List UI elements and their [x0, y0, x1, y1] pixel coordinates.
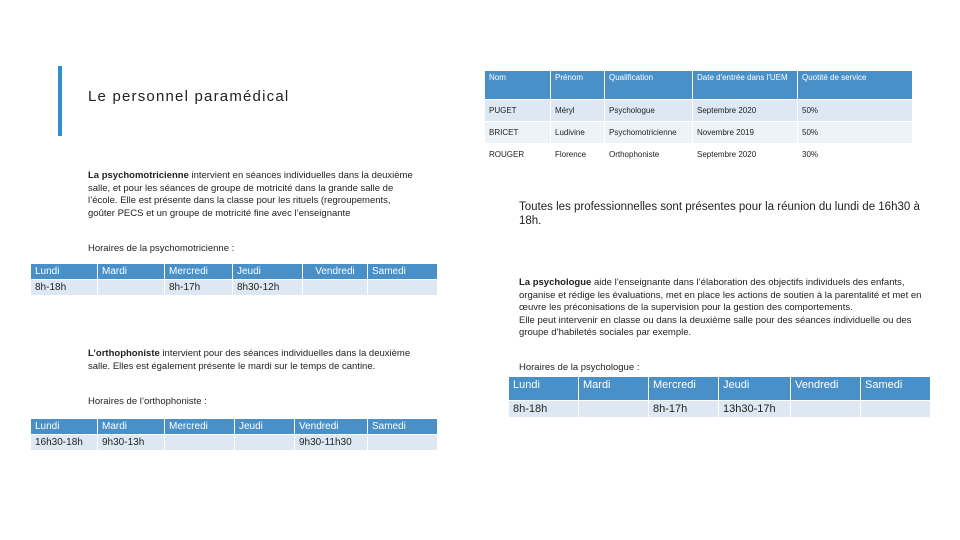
ortho-schedule-table [30, 418, 438, 451]
hours-cell: 8h-18h [31, 280, 98, 296]
table-cell: Ludivine [551, 122, 605, 144]
column-header: Nom [485, 71, 551, 100]
page-title: Le personnel paramédical [88, 88, 290, 105]
table-cell: 30% [798, 144, 913, 166]
table-cell: Méryl [551, 100, 605, 122]
table-cell: Septembre 2020 [693, 144, 798, 166]
orthophoniste-paragraph [88, 348, 423, 373]
orthophoniste-text: intervient pour des séances individuelles dans la deuxième salle. Elles est également présente le mardi sur le temps de cantine. [88, 348, 411, 372]
table-cell: Psychomotricienne [605, 122, 693, 144]
hours-cell: 9h30-11h30 [295, 435, 368, 451]
table-row [485, 122, 913, 144]
day-cell: Mardi [98, 419, 165, 435]
column-header: Qualification [605, 71, 693, 100]
day-cell: Mercredi [165, 264, 233, 280]
table-cell: Orthophoniste [605, 144, 693, 166]
column-header: Quotité de service [798, 71, 913, 100]
day-cell: Vendredi [303, 264, 368, 280]
accent-bar [58, 66, 62, 136]
meeting-note: Toutes les professionnelles sont présentes pour la réunion du lundi de 16h30 à 18h. [519, 201, 920, 227]
column-header: Prénom [551, 71, 605, 100]
day-cell: Samedi [861, 377, 931, 401]
hours-cell [368, 280, 438, 296]
day-cell: Vendredi [791, 377, 861, 401]
table-row [31, 435, 438, 451]
table-cell: Septembre 2020 [693, 100, 798, 122]
table-row [31, 280, 438, 296]
hours-cell [368, 435, 438, 451]
day-cell: Samedi [368, 419, 438, 435]
table-header-row [31, 419, 438, 435]
day-cell: Vendredi [295, 419, 368, 435]
table-cell: ROUGER [485, 144, 551, 166]
table-cell: 50% [798, 122, 913, 144]
psychomot-schedule-label: Horaires de la psychomotricienne : [88, 243, 235, 254]
table-header-row [485, 71, 913, 100]
table-cell: Psychologue [605, 100, 693, 122]
table-cell: BRICET [485, 122, 551, 144]
psychologue-paragraph [519, 277, 929, 340]
day-cell: Jeudi [235, 419, 295, 435]
psychomot-schedule-table [30, 263, 438, 296]
day-cell: Samedi [368, 264, 438, 280]
hours-cell: 8h-17h [649, 401, 719, 418]
hours-cell: 16h30-18h [31, 435, 98, 451]
psycho-schedule-label: Horaires de la psychologue : [519, 362, 640, 373]
table-cell: 50% [798, 100, 913, 122]
hours-cell [235, 435, 295, 451]
hours-cell: 9h30-13h [98, 435, 165, 451]
table-header-row [31, 264, 438, 280]
staff-table [484, 70, 913, 166]
day-cell: Jeudi [233, 264, 303, 280]
table-cell: Novembre 2019 [693, 122, 798, 144]
day-cell: Mardi [579, 377, 649, 401]
day-cell: Lundi [31, 264, 98, 280]
hours-cell [165, 435, 235, 451]
orthophoniste-term: L’orthophoniste [88, 348, 160, 359]
day-cell: Mercredi [649, 377, 719, 401]
hours-cell: 8h-18h [509, 401, 579, 418]
hours-cell [791, 401, 861, 418]
table-cell: Florence [551, 144, 605, 166]
day-cell: Lundi [31, 419, 98, 435]
psycho-schedule-table [508, 376, 931, 418]
table-row [485, 144, 913, 166]
ortho-schedule-label: Horaires de l’orthophoniste : [88, 396, 207, 407]
psychomotricienne-paragraph [88, 170, 413, 220]
day-cell: Mardi [98, 264, 165, 280]
hours-cell: 8h30-12h [233, 280, 303, 296]
hours-cell [861, 401, 931, 418]
psychologue-text: aide l’enseignante dans l’élaboration des objectifs individuels des enfants, organise et rédige les évaluations, met en place les actions de soutien à la parentalité et met en œuvre les préconisations de la supervision pour la gestion des comportements. [519, 277, 922, 313]
hours-cell [303, 280, 368, 296]
table-row [509, 401, 931, 418]
psychomotricienne-term: La psychomotricienne [88, 170, 189, 181]
day-cell: Mercredi [165, 419, 235, 435]
column-header: Date d'entrée dans l'UEM [693, 71, 798, 100]
table-row [485, 100, 913, 122]
hours-cell: 8h-17h [165, 280, 233, 296]
day-cell: Lundi [509, 377, 579, 401]
hours-cell: 13h30-17h [719, 401, 791, 418]
day-cell: Jeudi [719, 377, 791, 401]
hours-cell [98, 280, 165, 296]
hours-cell [579, 401, 649, 418]
table-header-row [509, 377, 931, 401]
psychologue-term: La psychologue [519, 277, 592, 288]
psychomotricienne-text: intervient en séances individuelles dans la deuxième salle, et pour les séances de groupe de motricité dans la grande salle de l’école. Elle est présente dans la classe pour les rituels (regroupements, goûter PECS et un groupe de motricité fine avec l’enseignante [88, 170, 413, 219]
table-cell: PUGET [485, 100, 551, 122]
psychologue-text-2: Elle peut intervenir en classe ou dans la deuxième salle pour des séances individuelle ou des groupe d’habiletés sociales par exemple. [519, 314, 912, 338]
